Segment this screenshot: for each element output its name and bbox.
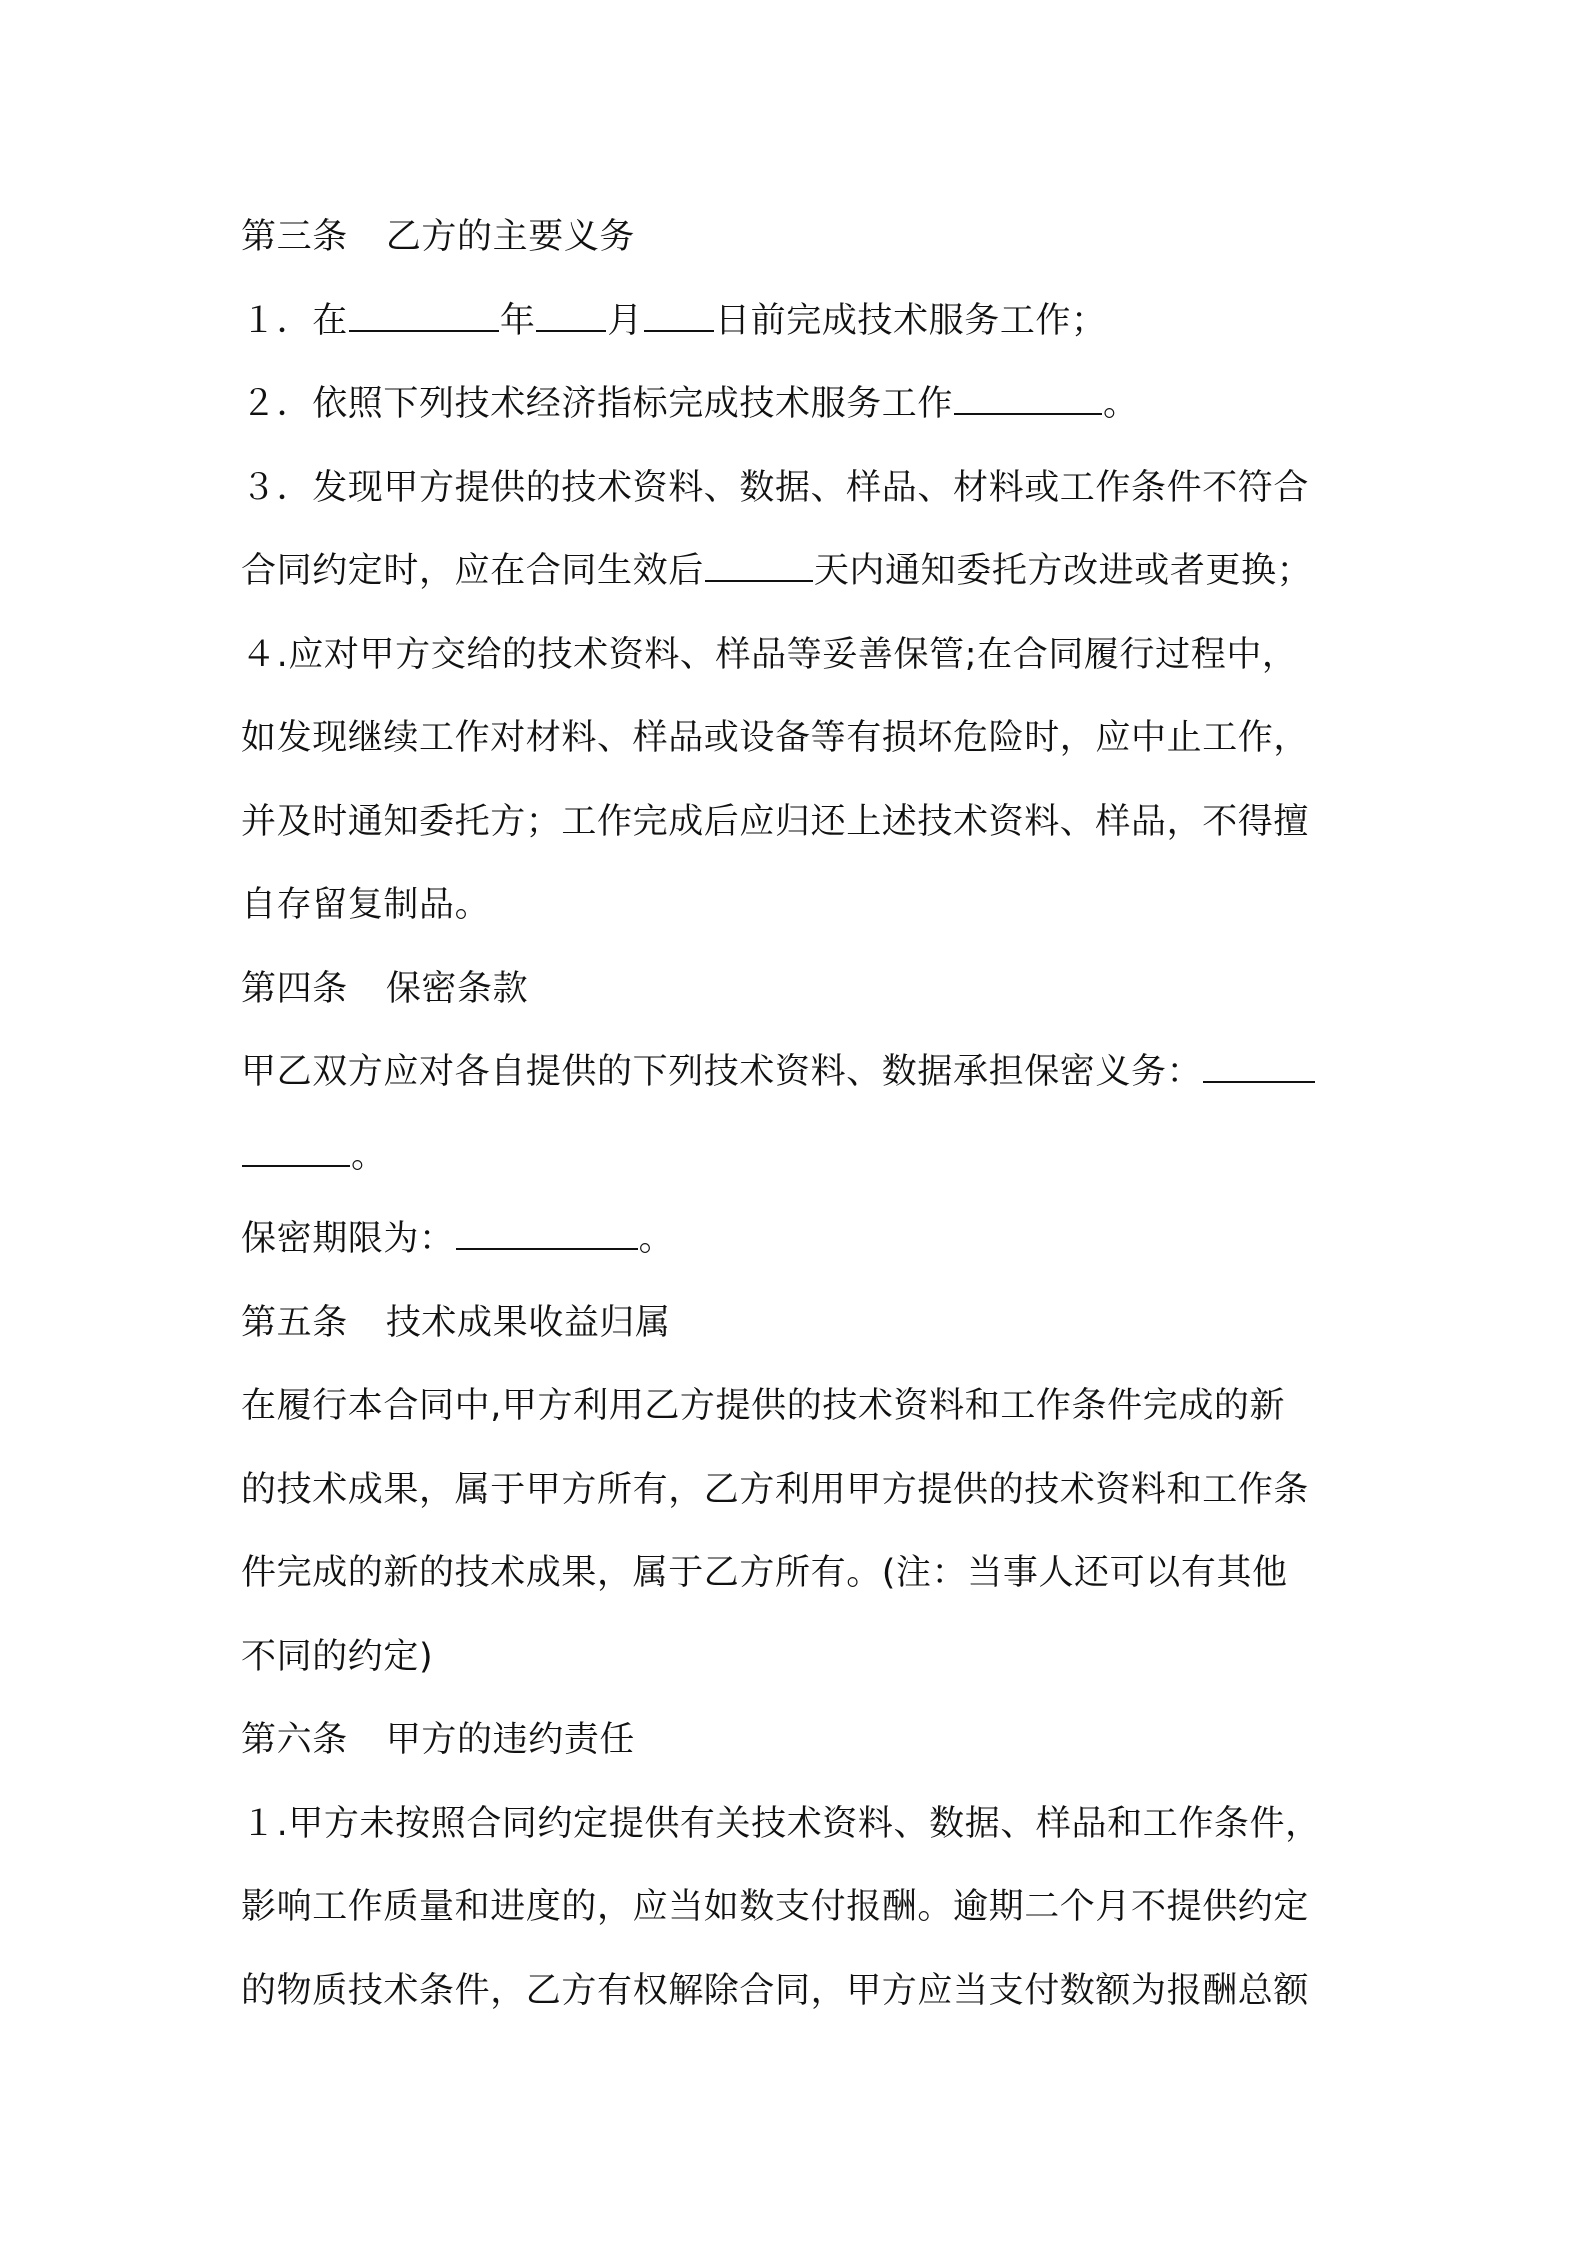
confidential-items-blank-cont[interactable]	[242, 1129, 350, 1167]
article3-item1: １．在 年 月 日前完成技术服务工作；	[241, 280, 1361, 364]
article3-item2: ２．依照下列技术经济指标完成技术服务工作 。	[241, 363, 1361, 447]
article3-item4-line4: 自存留复制品。	[241, 885, 491, 925]
confidential-period-blank[interactable]	[456, 1212, 638, 1250]
article6-title: 甲方的违约责任	[385, 1720, 636, 1760]
article5-line3: 件完成的新的技术成果，属于乙方所有。(注：当事人还可以有其他	[241, 1553, 1288, 1593]
article4-title: 保密条款	[385, 968, 529, 1009]
article5-number: 第五条	[241, 1302, 348, 1343]
year-blank[interactable]	[349, 294, 499, 332]
article3-item4-line1: ４.应对甲方交给的技术资料、样品等妥善保管;在合同履行过程中，	[241, 634, 1298, 675]
day-blank[interactable]	[644, 294, 714, 332]
article6-number: 第六条	[241, 1720, 348, 1760]
article5-heading	[241, 1282, 1361, 1366]
days-blank[interactable]	[705, 544, 813, 582]
article3-title: 乙方的主要义务	[385, 217, 636, 257]
article4-number: 第四条	[241, 968, 348, 1009]
article3-item3-line1: ３．发现甲方提供的技术资料、数据、样品、材料或工作条件不符合	[241, 467, 1310, 508]
article6-item1-line3: 的物质技术条件，乙方有权解除合同，甲方应当支付数额为报酬总额	[241, 1970, 1310, 2011]
article3-item4-line3: 并及时通知委托方；工作完成后应归还上述技术资料、样品，不得擅	[241, 801, 1310, 842]
article6-item1-line1: １.甲方未按照合同约定提供有关技术资料、数据、样品和工作条件，	[241, 1803, 1321, 1844]
article6-heading	[241, 1699, 1361, 1783]
article4-line2: 。	[241, 1115, 1361, 1199]
article5-title: 技术成果收益归属	[385, 1302, 671, 1343]
article5-line2: 的技术成果，属于甲方所有，乙方利用甲方提供的技术资料和工作条	[241, 1469, 1310, 1510]
indicator-blank[interactable]	[954, 377, 1102, 415]
article3-item4-line2: 如发现继续工作对材料、样品或设备等有损坏危险时，应中止工作，	[241, 718, 1310, 758]
article3-item3-line2: 合同约定时，应在合同生效后 天内通知委托方改进或者更换；	[241, 530, 1361, 614]
article5-line1: 在履行本合同中,甲方利用乙方提供的技术资料和工作条件完成的新	[241, 1386, 1286, 1426]
article5-line4: 不同的约定)	[241, 1636, 434, 1677]
contract-body	[241, 196, 1361, 2033]
confidential-items-blank[interactable]	[1203, 1045, 1315, 1083]
article3-number: 第三条	[241, 217, 348, 257]
article3-heading	[241, 196, 1361, 280]
article6-item1-line2: 影响工作质量和进度的，应当如数支付报酬。逾期二个月不提供约定	[241, 1887, 1310, 1927]
article4-heading	[241, 948, 1361, 1032]
article4-period: 保密期限为： 。	[241, 1198, 1361, 1282]
month-blank[interactable]	[536, 294, 606, 332]
article4-line1: 甲乙双方应对各自提供的下列技术资料、数据承担保密义务：	[241, 1031, 1361, 1115]
